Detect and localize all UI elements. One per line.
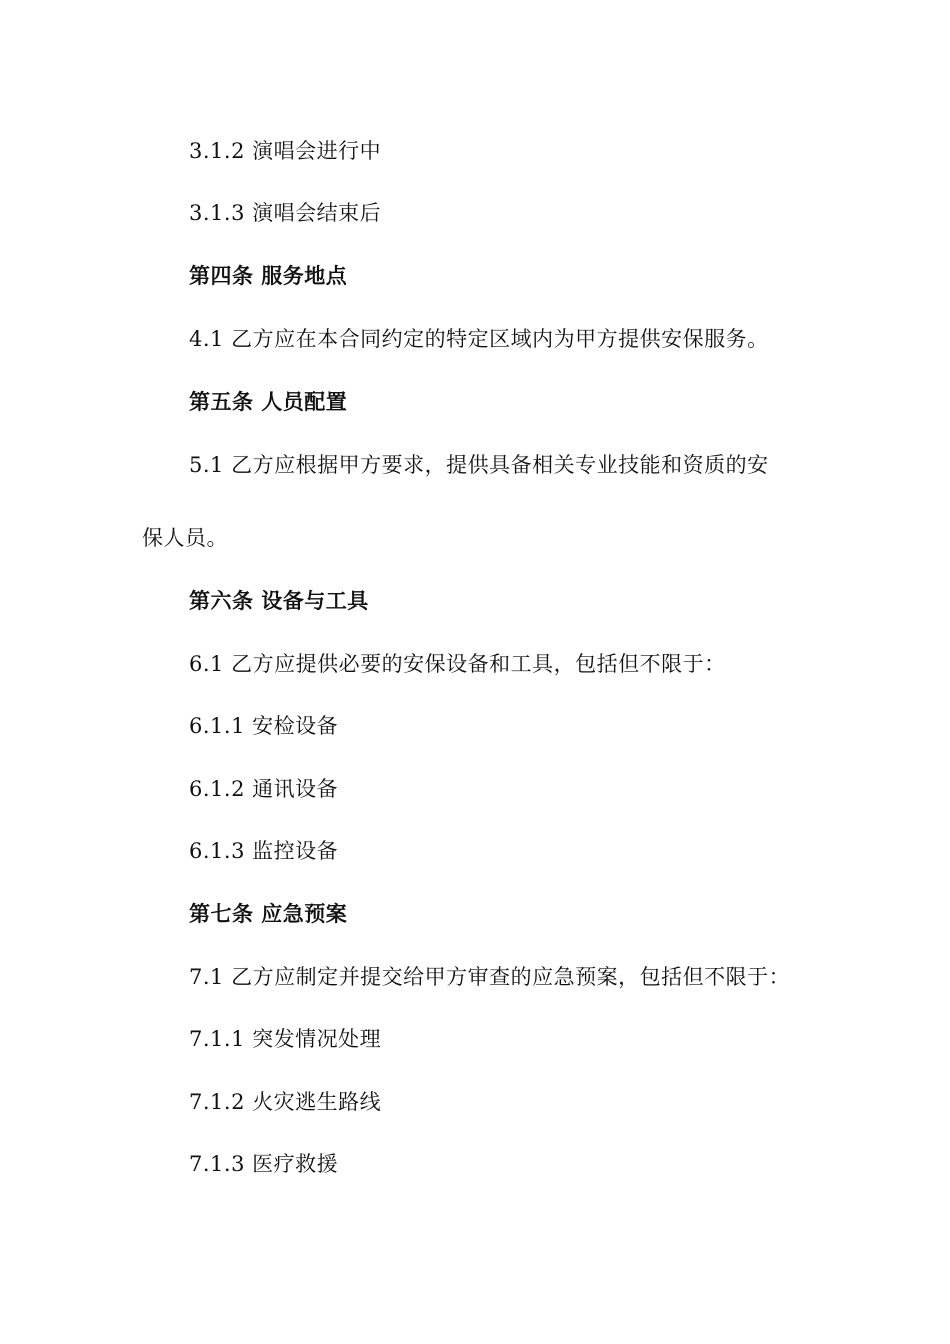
clause-4-1: 4.1 乙方应在本合同约定的特定区域内为甲方提供安保服务。 bbox=[189, 327, 769, 351]
clause-3-1-2: 3.1.2 演唱会进行中 bbox=[189, 139, 382, 163]
clause-6-1-1: 6.1.1 安检设备 bbox=[189, 714, 339, 738]
clause-5-1: 5.1 乙方应根据甲方要求，提供具备相关专业技能和资质的安 bbox=[189, 453, 769, 477]
article-5-heading: 第五条 人员配置 bbox=[189, 390, 348, 414]
clause-6-1: 6.1 乙方应提供必要的安保设备和工具，包括但不限于： bbox=[189, 652, 726, 676]
clause-6-1-2: 6.1.2 通讯设备 bbox=[189, 777, 339, 801]
clause-7-1-2: 7.1.2 火灾逃生路线 bbox=[189, 1090, 382, 1114]
article-6-heading: 第六条 设备与工具 bbox=[189, 589, 369, 613]
clause-7-1-3: 7.1.3 医疗救援 bbox=[189, 1152, 339, 1176]
clause-5-1-continuation: 保人员。 bbox=[142, 526, 228, 550]
article-7-heading: 第七条 应急预案 bbox=[189, 902, 348, 926]
article-4-heading: 第四条 服务地点 bbox=[189, 264, 348, 288]
clause-7-1-1: 7.1.1 突发情况处理 bbox=[189, 1027, 382, 1051]
clause-6-1-3: 6.1.3 监控设备 bbox=[189, 839, 339, 863]
clause-3-1-3: 3.1.3 演唱会结束后 bbox=[189, 201, 382, 225]
clause-7-1: 7.1 乙方应制定并提交给甲方审查的应急预案，包括但不限于： bbox=[189, 965, 791, 989]
